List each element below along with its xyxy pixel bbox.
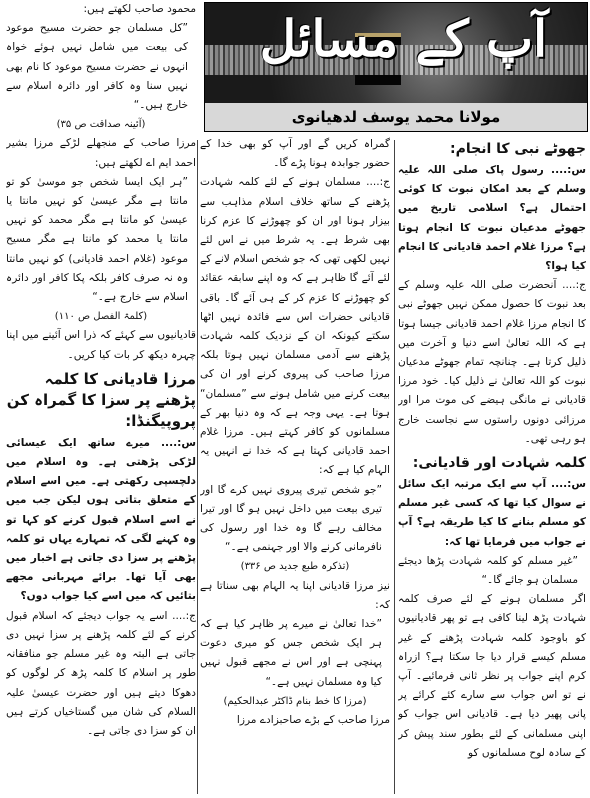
section-heading: جھوٹے نبی کا انجام: — [450, 141, 586, 157]
citation: (آئینہ صداقت ص ۳۵) — [56, 119, 146, 131]
body-paragraph: نیز مرزا قادیانی اپنا یہ الہام بھی سناتا ہے کہ: — [200, 579, 390, 611]
body-paragraph: مرزا صاحب کے منجھلے لڑکے مرزا بشیر احمد ایم اے لکھتے ہیں: — [6, 137, 196, 169]
column-divider — [394, 140, 395, 794]
article-column-right — [398, 135, 586, 798]
body-paragraph: مرزا صاحب کے بڑے صاحبزادے مرزا — [236, 714, 390, 727]
quote-block: ”کل مسلمان جو حضرت مسیح موعود کی بیعت میں شامل نہیں ہوئے خواہ انہوں نے حضرت مسیح موعود کا نام بھی نہیں سنا وہ کافر اور دائرہ اسلام سے خارج ہیں۔“ — [6, 22, 188, 112]
question-paragraph: س:.... آپ سے ایک مرتبہ ایک سائل نے سوال کیا تھا کہ کسی غیر مسلم کو مسلم بنانے کا کیا طریقہ ہے؟ آپ نے جواب میں فرمایا تھا کہ: — [398, 478, 586, 548]
answer-paragraph: ج:.... آنحضرت صلی اللہ علیہ وسلم کے بعد نبوت کا حصول ممکن نہیں جھوٹے نبی کا انجام مرزا غلام احمد قادیانی جیسا ہوتا ہے کہ اللہ تعالیٰ اسے دنیا و آخرت میں ذلیل کرتا ہے۔ چنانچہ تمام جھوٹے مدعیان نبوت کو اللہ تعالیٰ نے ذلیل کیا۔ خود مرزا قادیانی نے مانگی ہیضے کی موت مرا اور مرزائی دونوں راستوں سے نجاست خارج ہو رہی تھی۔ — [398, 279, 586, 445]
citation: (کلمۃ الفصل ص ۱۱۰) — [54, 311, 148, 323]
quote-block: ”ہر ایک ایسا شخص جو موسیٰ کو تو مانتا ہے مگر عیسیٰ کو نہیں مانتا یا عیسیٰ کو مانتا ہے مگر محمد کو نہیں مانتا یا محمد کو مانتا ہے مگر مسیح موعود (غلام احمد قادیانی) کو نہیں مانتا وہ نہ صرف کافر بلکہ پکا کافر اور دائرہ اسلام سے خارج ہے۔“ — [6, 175, 188, 304]
body-paragraph: اگر مسلمان ہونے کے لئے صرف کلمہ شہادت پڑھ لینا کافی ہے تو پھر قادیانیوں کو باوجود کلمہ شہادت پڑھنے کے غیر مسلم کیسے قرار دیا جا سکتا ہے؟ ازراہ کرم اپنے جواب پر نظر ثانی فرمائیے۔ آپ نے تو اس جواب سے سارے کئے کرائے پر پانی پھیر دیا ہے۔ قادیانی اس جواب کو اپنی مسلمانی کے لئے بطور سند پیش کر کے سادہ لوح مسلمانوں کو — [398, 593, 586, 759]
article-column-middle — [200, 135, 390, 798]
article-column-left — [6, 0, 196, 798]
answer-paragraph: ج:.... مسلمان ہونے کے لئے کلمہ شہادت پڑھنے کے ساتھ خلاف اسلام مذاہب سے بیزار ہونا اور ان کو چھوڑنے کا عزم کرنا بھی شرط ہے۔ یہ شرط میں نے اس لئے نہیں لکھی تھی کہ جو شخص اسلام لانے کے لئے آئے گا ظاہر ہے کہ وہ اپنے سابقہ عقائد کو چھوڑنے کا عزم کر کے ہی آئے گا۔ باقی قادیانی حضرات اس سے فائدہ نہیں اٹھا سکتے کیونکہ ان کے نزدیک کلمہ شہادت پڑھنے سے آدمی مسلمان نہیں ہوتا بلکہ مرزا صاحب کی پیروی کرنے اور ان کی بیعت کرنے میں شامل ہونے سے ”مسلمان“ ہوتا ہے۔ یہی وجہ ہے کہ وہ دنیا بھر کے مسلمانوں کو کافر کہتے ہیں۔ مرزا غلام احمد قادیانی کہتا ہے کہ خدا نے انہیں یہ الہام کیا ہے کہ: — [200, 176, 390, 477]
section-heading: مرزا قادیانی کا کلمہ پڑھنے پر سزا کا گمراہ کن پروپیگنڈا: — [6, 369, 196, 430]
question-paragraph: س:.... میرے ساتھ ایک عیسائی لڑکی پڑھتی ہے۔ وہ اسلام میں دلچسپی رکھتی ہے۔ میں اسے اسلام کے متعلق بتاتی ہوں لیکن جب میں نے اسے اسلام قبول کرنے کو کہا تو وہ کہنے لگی کہ تمہارے یہاں تو کلمہ پڑھنے پر سزا دی جاتی ہے اخبار میں بھی آیا تھا۔ برائے مہربانی مجھے بتائیں کہ میں اسے کیا جواب دوں؟ — [6, 436, 196, 603]
column-banner — [204, 2, 588, 132]
quote-block: ”خدا تعالیٰ نے میرے پر ظاہر کیا ہے کہ ہر ایک شخص جس کو میری دعوت پہنچی ہے اور اس نے مجھے قبول نہیں کیا وہ مسلمان نہیں ہے۔“ — [200, 618, 382, 688]
citation: (مرزا کا خط بنام ڈاکٹر عبدالحکیم) — [223, 695, 367, 707]
author-name: مولانا محمد یوسف لدھیانوی — [205, 103, 587, 131]
question-paragraph: س:.... رسول پاک صلی اللہ علیہ وسلم کے بعد امکان نبوت کا کوئی احتمال ہے؟ اسلامی تاریخ میں جھوٹے مدعیان نبوت کا انجام ہوتا ہے؟ مرزا غلام احمد قادیانی کا انجام کیا ہوا؟ — [398, 164, 586, 273]
citation: (تذکرہ طبع جدید ص ۳۳۶) — [240, 561, 350, 573]
body-paragraph: گمراہ کریں گے اور آپ کو بھی خدا کے حضور جوابدہ ہونا پڑے گا۔ — [200, 138, 390, 170]
body-paragraph: محمود صاحب لکھتے ہیں: — [83, 3, 196, 15]
body-paragraph: قادیانیوں سے کہئے کہ ذرا اس آئینے میں اپنا چہرہ دیکھ کر بات کیا کریں۔ — [6, 329, 196, 361]
section-heading: کلمہ شہادت اور قادیانی: — [412, 455, 586, 472]
column-divider — [197, 140, 198, 794]
column-title: آپ کے مسائل — [259, 9, 547, 68]
quote-block: ”جو شخص تیری پیروی نہیں کرے گا اور تیری بیعت میں داخل نہیں ہو گا اور تیرا مخالف رہے گا وہ خدا اور رسول کی نافرمانی کرنے والا اور جہنمی ہے۔“ — [200, 483, 382, 554]
quote-block: ”غیر مسلم کو کلمہ شہادت پڑھا دیجئے مسلمان ہو جائے گا۔“ — [398, 554, 578, 587]
answer-paragraph: ج:.... اسے یہ جواب دیجئے کہ اسلام قبول کرنے کے لئے کلمہ پڑھنے پر سزا نہیں دی جاتی ہے البتہ وہ غیر مسلم جو منافقانہ طور پر اسلام کا کلمہ پڑھ کر لوگوں کو دھوکا دیتے ہیں اور حضرت عیسیٰ علیہ السلام کی شان میں گستاخیاں کرتے ہیں ان کو سزا دی جاتی ہے۔ — [6, 609, 196, 737]
